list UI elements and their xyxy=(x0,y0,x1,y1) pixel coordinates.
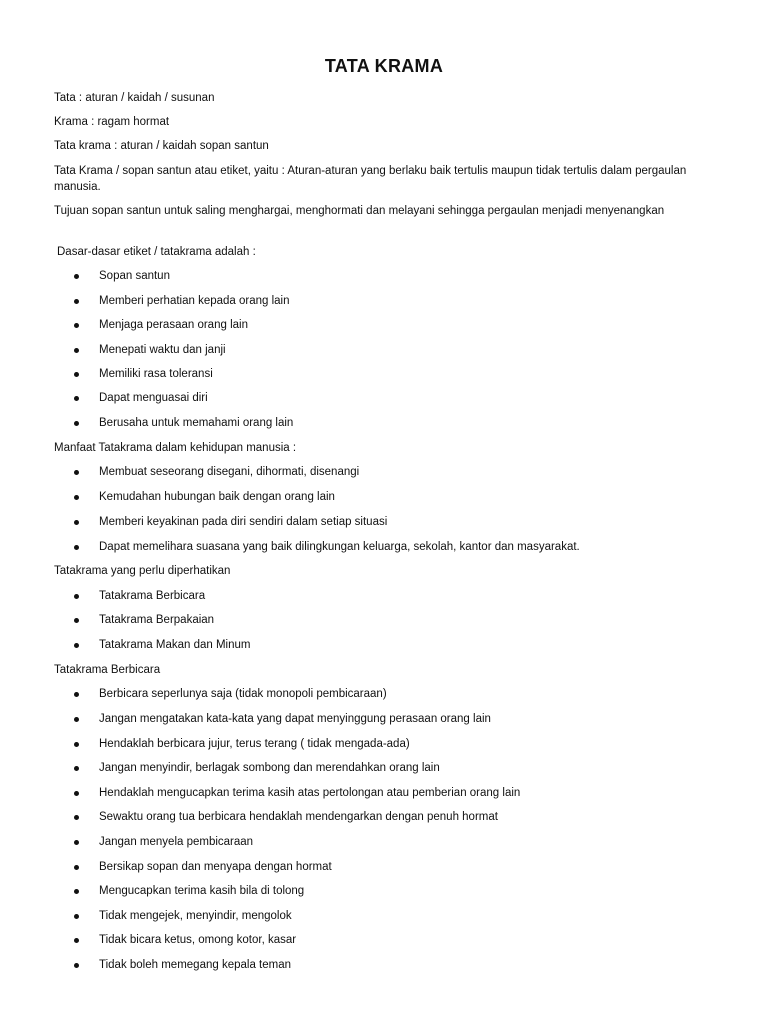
bullet-icon xyxy=(74,618,79,623)
definition-tata: Tata : aturan / kaidah / susunan xyxy=(54,92,215,104)
bullet-icon xyxy=(74,348,79,353)
bullet-icon xyxy=(74,545,79,550)
bullet-icon xyxy=(74,840,79,845)
bullet-icon xyxy=(74,791,79,796)
bullet-icon xyxy=(74,396,79,401)
section-heading-dasar: Dasar-dasar etiket / tatakrama adalah : xyxy=(57,246,256,258)
document-page: TATA KRAMA Tata : aturan / kaidah / susunan Krama : ragam hormat Tata krama : aturan / kaidah sopan santun Tata Krama / sopan santun atau etiket, yaitu : Aturan-aturan yang berlaku baik tertulis maupun tidak tertulis dalam pergaulan manusia. Tujuan sopan santun untuk saling menghargai, menghormati dan melayani sehingga pergaulan menjadi menyenangkan Dasar-dasar etiket / tatakrama adalah : Sopan santun Memberi perhatian kepada orang lain Menjaga perasaan orang lain Menepati waktu dan janji Memiliki rasa toleransi Dapat menguasai diri Berusaha untuk memahami orang lain Manfaat Tatakrama dalam kehidupan manusia : Membuat seseorang disegani, dihormati, disenangi Kemudahan hubungan baik dengan orang lain Memberi keyakinan pada diri sendiri dalam setiap situasi Dapat memelihara suasana yang baik dilingkungan keluarga, sekolah, kantor dan masyarakat. Tatakrama yang perlu diperhatikan Tatakrama Berbicara Tatakrama Berpakaian Tatakrama Makan dan Minum Tatakrama Berbicara Berbicara seperlunya saja (tidak monopoli pembicaraan) Jangan mengatakan kata-kata yang dapat menyinggung perasaan orang lain Hendaklah berbicara jujur, terus terang ( tidak mengada-ada) Jangan menyindir, berlagak sombong dan merendahkan orang lain Hendaklah mengucapkan terima kasih atas pertolongan atau pemberian orang lain Sewaktu orang tua berbicara hendaklah mendengarkan dengan penuh hormat Jangan menyela pembicaraan Bersikap sopan dan menyapa dengan hormat Mengucapkan terima kasih bila di tolong Tidak mengejek, menyindir, mengolok Tidak bicara ketus, omong kotor, kasar Tidak boleh memegang kepala teman xyxy=(0,0,768,1024)
bullet-icon xyxy=(74,495,79,500)
section-heading-berbicara: Tatakrama Berbicara xyxy=(54,664,161,676)
bullet-icon xyxy=(74,914,79,919)
bullet-icon xyxy=(74,938,79,943)
section-heading-manfaat: Manfaat Tatakrama dalam kehidupan manusia : xyxy=(54,442,297,454)
bullet-icon xyxy=(74,594,79,599)
bullet-icon xyxy=(74,766,79,771)
bullet-icon xyxy=(74,865,79,870)
page-title: TATA KRAMA xyxy=(324,56,444,76)
bullet-icon xyxy=(74,323,79,328)
section-heading-diperhatikan: Tatakrama yang perlu diperhatikan xyxy=(54,565,231,577)
bullet-icon xyxy=(74,692,79,697)
bullet-icon xyxy=(74,372,79,377)
bullet-icon xyxy=(74,643,79,648)
bullet-icon xyxy=(74,963,79,968)
bullet-icon xyxy=(74,889,79,894)
definition-tata-krama: Tata krama : aturan / kaidah sopan santun xyxy=(54,140,269,152)
bullet-icon xyxy=(74,717,79,722)
definition-tujuan: Tujuan sopan santun untuk saling menghargai, menghormati dan melayani sehingga pergaulan menjadi menyenangkan xyxy=(54,205,665,217)
bullet-icon xyxy=(74,274,79,279)
bullet-icon xyxy=(74,742,79,747)
bullet-icon xyxy=(74,470,79,475)
bullet-icon xyxy=(74,299,79,304)
definition-etiket: Tata Krama / sopan santun atau etiket, yaitu : Aturan-aturan yang berlaku baik tertulis maupun tidak tertulis dalam pergaulan manusia. xyxy=(54,165,687,193)
bullet-icon xyxy=(74,815,79,820)
bullet-icon xyxy=(74,520,79,525)
bullet-icon xyxy=(74,421,79,426)
definition-krama: Krama : ragam hormat xyxy=(54,116,170,128)
